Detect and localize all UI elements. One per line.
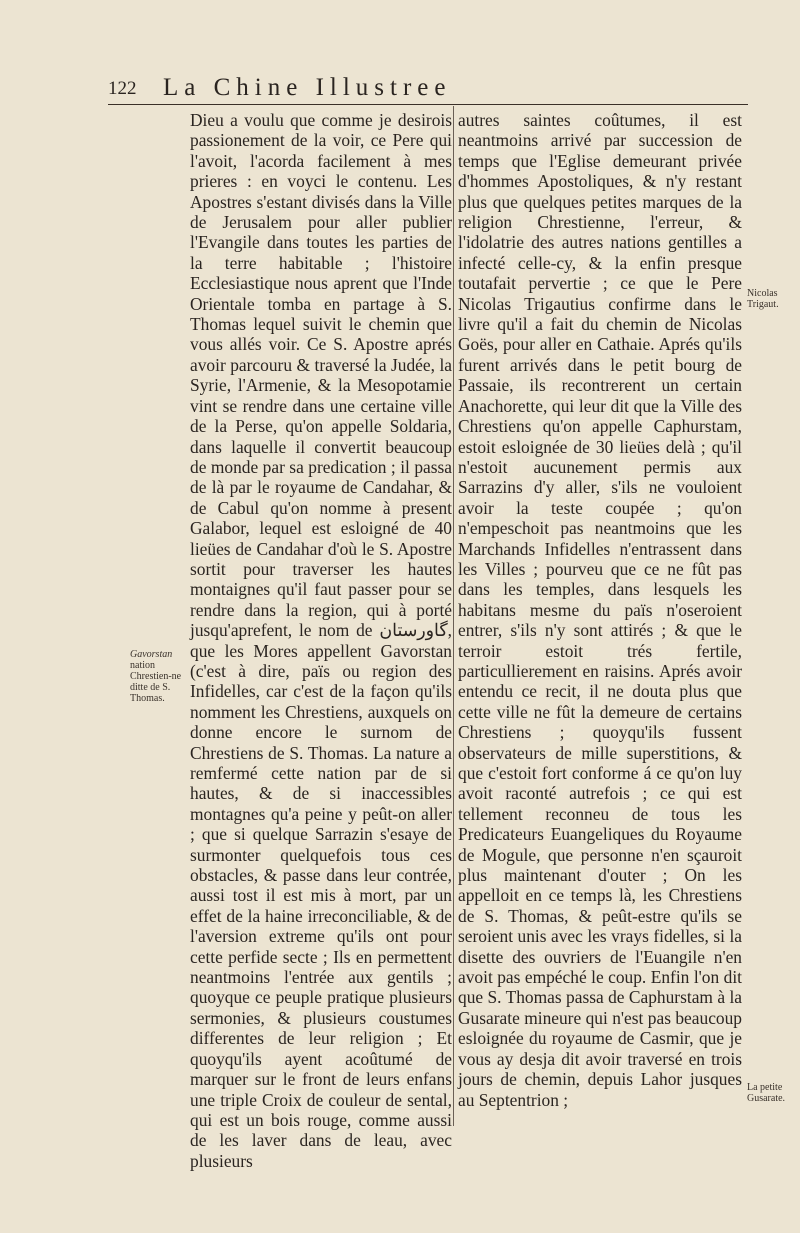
- left-column: [190, 110, 452, 1171]
- margin-note-gavorstan: Gavorstan: [130, 649, 173, 660]
- column-divider: [453, 106, 454, 1126]
- margin-note-nicolas-trigaut: Nicolas Trigaut.: [747, 288, 779, 310]
- margin-note-nation: nation Chrestien-ne ditte de S. Thomas.: [130, 660, 182, 704]
- left-column-text: Dieu a voulu que comme je desirois passionement de la voir, ce Pere qui l'avoit, l'acorda facilement à mes prieres : en voyci le contenu. Les Apostres s'estant divisés dans la Ville de Jerusalem pour aller publier l'Evangile dans toutes les parties de la terre habitable ; l'histoire Ecclesiastique nous aprent que l'Inde Orientale tomba en partage à S. Thomas lequel suivit le chemin que vous allés voir. Ce S. Apostre aprés avoir parcouru & traversé la Judée, la Syrie, l'Armenie, & la Mesopotamie vint se rendre dans une certaine ville de la Perse, qu'on appelle Soldaria, dans laquelle il convertit beaucoup de monde par sa predication ; il passa de là par le royaume de Candahar, & de Cabul qu'on nomme à present Galabor, lequel est esloigné de 40 lieües de Candahar d'où le S. Apostre sortit pour traverser les hautes montaignes qu'il faut passer pour se rendre dans la region, qui à porté jusqu'aprefent, le nom de گاورستان, que les Mores appellent Gavorstan (c'est à dire, païs ou region des Infidelles, car c'est de la façon qu'ils nomment les Chrestiens, auxquels on donne encore le surnom de Chrestiens de S. Thomas. La nature a remfermé cette nation par de si hautes, & de si inaccessibles montagnes qu'a peine y peût-on aller ; que si quelque Sarrazin s'esaye de surmonter quelquefois tous ces obstacles, & passe dans leur contrée, aussi tost il est mis à mort, par un effet de la haine irreconciliable, & de l'aversion extreme qu'ils ont pour cette perfide secte ; Ils en permettent neantmoins l'entrée aux gentils ; quoyque ce peuple pratique plusieurs sermonies, & plusieurs coustumes differentes de leur religion ; Et quoyqu'ils ayent acoûtumé de marquer sur le front de leurs enfans une triple Croix de couleur de sental, qui est un bois rouge, comme aussi de les laver dans de leau, avec plusieurs: [190, 110, 452, 1171]
- running-title: La Chine Illustree: [163, 74, 452, 101]
- page-header: [108, 74, 748, 108]
- margin-note-petite-gusarate: La petite Gusarate.: [747, 1082, 786, 1104]
- page-number: 122: [108, 78, 137, 99]
- right-column: [458, 110, 742, 1110]
- margin-note-left: [130, 649, 190, 704]
- right-column-text: autres saintes coûtumes, il est neantmoins arrivé par succession de temps que l'Eglise demeurant privée d'hommes Apostoliques, & n'y restant plus que quelques petites marques de la religion Chrestienne, l'erreur, & l'idolatrie des autres nations gentilles a infecté celle-cy, & la enfin presque toutafait pervertie ; ce que le Pere Nicolas Trigautius confirme dans le livre qu'il a fait du chemin de Nicolas Goës, pour aller en Cathaie. Aprés qu'ils furent arrivés dans le petit bourg de Passaie, ils recontrerent un certain Anachorette, qui leur dit que la Ville des Chrestiens qu'on appelle Caphurstam, estoit esloignée de 30 lieües delà ; qu'il n'estoit aucunement permis aux Sarrazins d'y aller, s'ils ne vouloient avoir la teste coupée ; qu'on n'empeschoit pas neantmoins que les Marchands Infidelles n'entrassent dans les Villes ; pourveu que ce ne fût pas dans les temples, dans lesquels les habitans mesme du païs n'oseroient entrer, s'ils n'y sont attirés ; & que le terroir estoit trés fertile, particullierement en raisins. Aprés avoir entendu ce recit, il ne douta plus que cette ville ne fût la demeure de certains Chrestiens ; quoyqu'ils fussent observateurs de mille superstitions, & que c'estoit fort conforme á ce qu'on luy avoit raconté autrefois ; ce qui est tellement reconneu de tous les Predicateurs Euangeliques du Royaume de Mogule, que personne n'en sçauroit plus maintenant d'outer ; On les appelloit en ce temps là, les Chrestiens de S. Thomas, & peût-estre qu'ils se seroient unis avec les vrays fidelles, si la disette des ouvriers de l'Euangile n'en avoit pas empéché le coup. Enfin l'on dit que S. Thomas passa de Caphurstam à la Gusarate mineure qui n'est pas beaucoup esloignée du royaume de Casmir, que je vous ay desja dit avoir traversé en trois jours de chemin, depuis Lahor jusques au Septentrion ;: [458, 110, 742, 1110]
- header-rule: [108, 104, 748, 105]
